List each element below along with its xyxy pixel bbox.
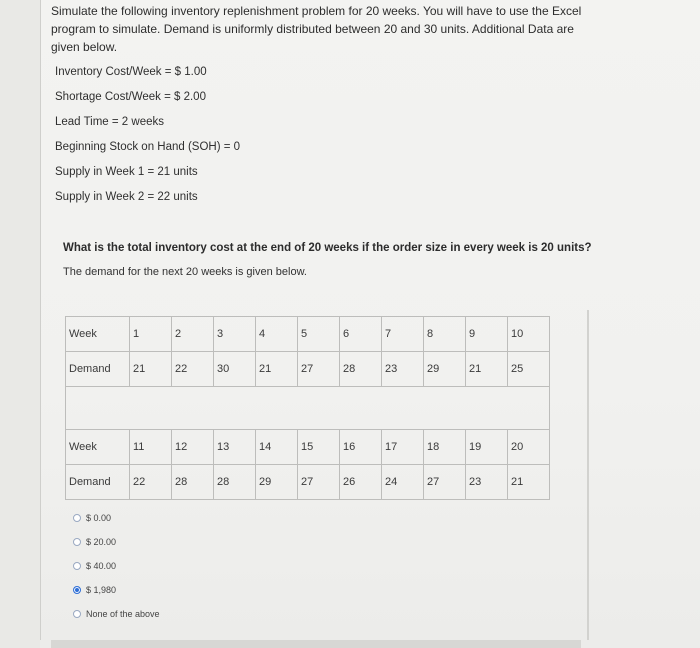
radio-button-selected[interactable]: [73, 586, 81, 594]
demand-cell: 28: [214, 465, 256, 500]
answer-option[interactable]: [73, 506, 160, 530]
question-subtext: The demand for the next 20 weeks is given below.: [63, 266, 307, 278]
option-label: $ 20.00: [86, 537, 117, 547]
table-row: [66, 465, 550, 500]
demand-cell: 21: [256, 352, 298, 387]
demand-cell: 29: [424, 352, 466, 387]
answer-option[interactable]: [73, 602, 160, 626]
week-cell: 14: [256, 430, 298, 465]
question-text: What is the total inventory cost at the end of 20 weeks if the order size in every week is 20 units?: [63, 242, 592, 254]
option-label: $ 1,980: [86, 585, 117, 595]
table-row: [66, 352, 550, 387]
demand-cell: 24: [382, 465, 424, 500]
demand-cell: 23: [382, 352, 424, 387]
additional-data-list: [55, 64, 240, 214]
week-cell: 17: [382, 430, 424, 465]
week-cell: 12: [172, 430, 214, 465]
radio-button[interactable]: [73, 514, 81, 522]
week-cell: 16: [340, 430, 382, 465]
week-cell: 18: [424, 430, 466, 465]
empty-cell: [66, 387, 550, 430]
demand-cell: 27: [298, 465, 340, 500]
week-cell: 2: [172, 317, 214, 352]
week-label: Week: [66, 430, 130, 465]
option-label: $ 40.00: [86, 561, 117, 571]
week-cell: 4: [256, 317, 298, 352]
demand-cell: 25: [508, 352, 550, 387]
week-cell: 10: [508, 317, 550, 352]
param-beginning-stock: Beginning Stock on Hand (SOH) = 0: [55, 141, 241, 153]
param-inventory-cost: Inventory Cost/Week = $ 1.00: [55, 66, 207, 78]
week-cell: 9: [466, 317, 508, 352]
radio-button[interactable]: [73, 610, 81, 618]
option-label: $ 0.00: [86, 513, 112, 523]
radio-button[interactable]: [73, 538, 81, 546]
answer-option[interactable]: [73, 554, 160, 578]
week-cell: 15: [298, 430, 340, 465]
demand-cell: 27: [298, 352, 340, 387]
problem-statement: Simulate the following inventory replenishment problem for 20 weeks. You will have to use the Excel program to simulate. Demand is uniformly distributed between 20 and 30 units. Additional Data are given below.: [51, 4, 582, 54]
week-cell: 8: [424, 317, 466, 352]
demand-cell: 27: [424, 465, 466, 500]
week-cell: 5: [298, 317, 340, 352]
param-shortage-cost: Shortage Cost/Week = $ 2.00: [55, 91, 206, 103]
answer-option[interactable]: [73, 578, 160, 602]
week-cell: 11: [130, 430, 172, 465]
demand-cell: 26: [340, 465, 382, 500]
week-cell: 13: [214, 430, 256, 465]
week-label: Week: [66, 317, 130, 352]
week-cell: 7: [382, 317, 424, 352]
table-spacer-row: [66, 387, 550, 430]
week-cell: 20: [508, 430, 550, 465]
demand-cell: 22: [172, 352, 214, 387]
demand-table: [65, 316, 550, 500]
table-row: [66, 430, 550, 465]
demand-cell: 22: [130, 465, 172, 500]
demand-cell: 28: [172, 465, 214, 500]
demand-cell: 23: [466, 465, 508, 500]
demand-cell: 21: [130, 352, 172, 387]
demand-label: Demand: [66, 352, 130, 387]
week-cell: 1: [130, 317, 172, 352]
param-supply-week-1: Supply in Week 1 = 21 units: [55, 166, 198, 178]
param-lead-time: Lead Time = 2 weeks: [55, 116, 164, 128]
demand-cell: 30: [214, 352, 256, 387]
question-card: [40, 0, 641, 640]
answer-option[interactable]: [73, 530, 160, 554]
demand-cell: 29: [256, 465, 298, 500]
radio-button[interactable]: [73, 562, 81, 570]
table-row: [66, 317, 550, 352]
week-cell: 19: [466, 430, 508, 465]
param-supply-week-2: Supply in Week 2 = 22 units: [55, 191, 198, 203]
week-cell: 6: [340, 317, 382, 352]
demand-cell: 21: [508, 465, 550, 500]
demand-cell: 28: [340, 352, 382, 387]
demand-label: Demand: [66, 465, 130, 500]
week-cell: 3: [214, 317, 256, 352]
answer-options: [73, 506, 160, 626]
content-divider: [587, 310, 589, 640]
option-label: None of the above: [86, 609, 160, 619]
demand-cell: 21: [466, 352, 508, 387]
bottom-scroll-area: [51, 640, 581, 648]
